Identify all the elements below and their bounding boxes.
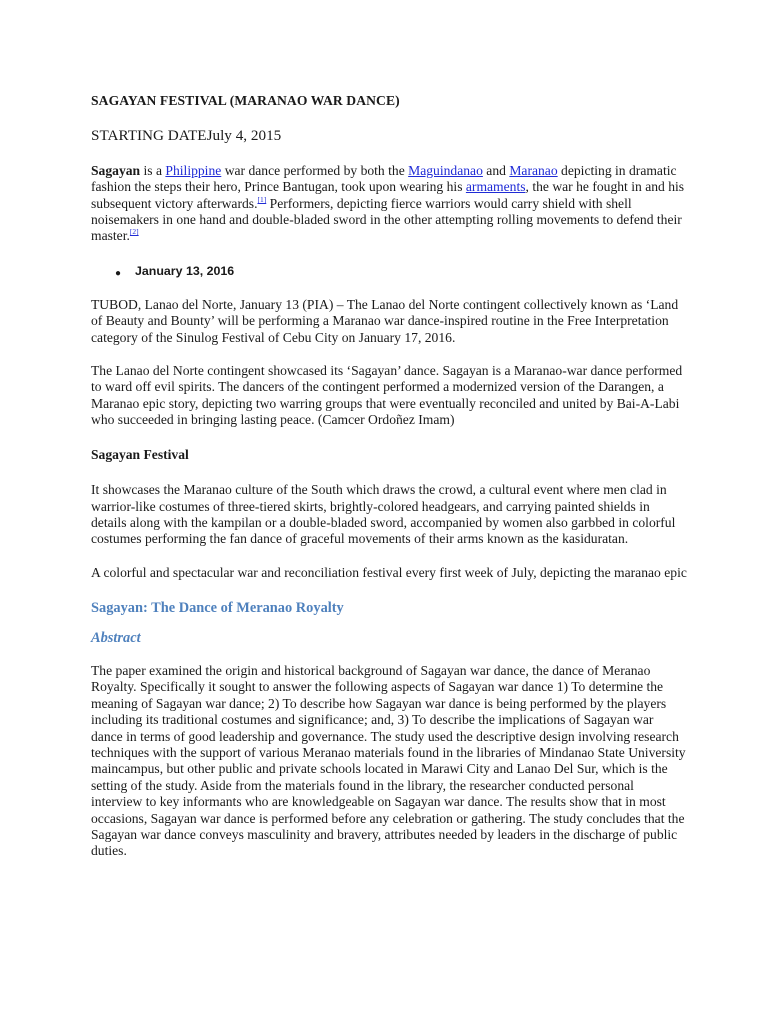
document-title: SAGAYAN FESTIVAL (MARANAO WAR DANCE) — [91, 93, 400, 108]
contingent-paragraph: The Lanao del Norte contingent showcased its ‘Sagayan’ dance. Sagayan is a Maranao-war dance performed to ward off evil spirits. The dancers of the contingent performed a modernized version of the Darangen, a Maranao epic story, depicting two warring groups that were eventually reconciled and united by Bai-A-Labi who succeeded in bringing lasting peace. (Camcer Ordoñez Imam) — [91, 363, 683, 428]
citation-1[interactable] — [257, 195, 266, 204]
citation-1-link[interactable]: [1] — [257, 194, 267, 204]
citation-2-link[interactable]: [2] — [129, 227, 139, 237]
starting-date — [91, 128, 687, 144]
intro-term: Sagayan — [91, 162, 141, 178]
bullet-dot-icon: ● — [115, 267, 122, 279]
intro-text-6: Performers, depicting fierce warriors would carry shield with shell noisemakers in one hand and double-bladed sword in the other attempting rolling movements to defend their master. — [91, 195, 682, 244]
showcase-paragraph: It showcases the Maranao culture of the South which draws the crowd, a cultural event where men clad in warrior-like costumes of three-tiered skirts, brightly-colored headgears, and carrying painted shields in details along with the kampilan or a double-bladed sword, accompanied by women also garbbed in colorful costumes performing the fan dance of graceful movements of their arms known as the kasiduratan. — [91, 482, 676, 547]
intro-paragraph — [91, 163, 687, 245]
intro-text-4: depicting in dramatic fashion the steps their hero, Prince Bantugan, took upon wearing his — [91, 162, 677, 195]
link-maranao[interactable]: Maranao — [509, 162, 558, 178]
tubod-paragraph: TUBOD, Lanao del Norte, January 13 (PIA) – The Lanao del Norte contingent collectively known as ‘Land of Beauty and Bounty’ will be performing a Maranao war dance-inspired routine in the Free Interpretation category of the Sinulog Festival of Cebu City on January 17, 2016. — [91, 296, 679, 345]
abstract-paragraph: The paper examined the origin and historical background of Sagayan war dance, the dance of Meranao Royalty. Specifically it sought to answer the following aspects of Sagayan war dance 1) To determine the meaning of Sagayan war dance; 2) To describe how Sagayan war dance is being performed by the players including its traditional costumes and significance; and, 3) To describe the implications of Sagayan war dance in terms of good leadership and governance. The study used the descriptive design involving research techniques with the support of various Meranao materials found in the libraries of Mindanao State University maincampus, but other public and private schools located in Marawi City and Lanao Del Sur, which is the setting of the study. Aside from the materials found in the library, the researcher conducted personal interview to key informants who are knowledgeable on Sagayan war dance. The results show that in most occasions, Sagayan war dance is performed before any celebration or gathering. The study concludes that the Sagayan war dance conveys masculinity and bravery, attributes needed by leaders in the discharge of public duties. — [91, 662, 686, 859]
starting-date-label: STARTING DATE — [91, 127, 207, 145]
intro-text-5: , the war he fought in and his subsequent victory afterwards. — [91, 179, 685, 211]
link-armaments[interactable]: armaments — [465, 179, 526, 195]
intro-text-3: and — [482, 162, 510, 178]
bullet-date: January 13, 2016 — [135, 263, 235, 278]
intro-text-1: is a — [140, 162, 166, 178]
citation-2[interactable] — [130, 227, 139, 236]
abstract-heading: Abstract — [91, 629, 141, 646]
festival-heading: Sagayan Festival — [91, 446, 189, 462]
document-page — [91, 93, 687, 860]
link-philippine[interactable]: Philippine — [165, 162, 222, 178]
starting-date-value: July 4, 2015 — [206, 127, 282, 145]
colorful-paragraph: A colorful and spectacular war and reconciliation festival every first week of July, depicting the maranao epic — [91, 564, 687, 580]
bullet-item — [91, 262, 687, 280]
intro-text-2: war dance performed by both the — [221, 162, 409, 178]
royalty-heading: Sagayan: The Dance of Meranao Royalty — [91, 600, 344, 617]
link-maguindanao[interactable]: Maguindanao — [408, 162, 483, 178]
